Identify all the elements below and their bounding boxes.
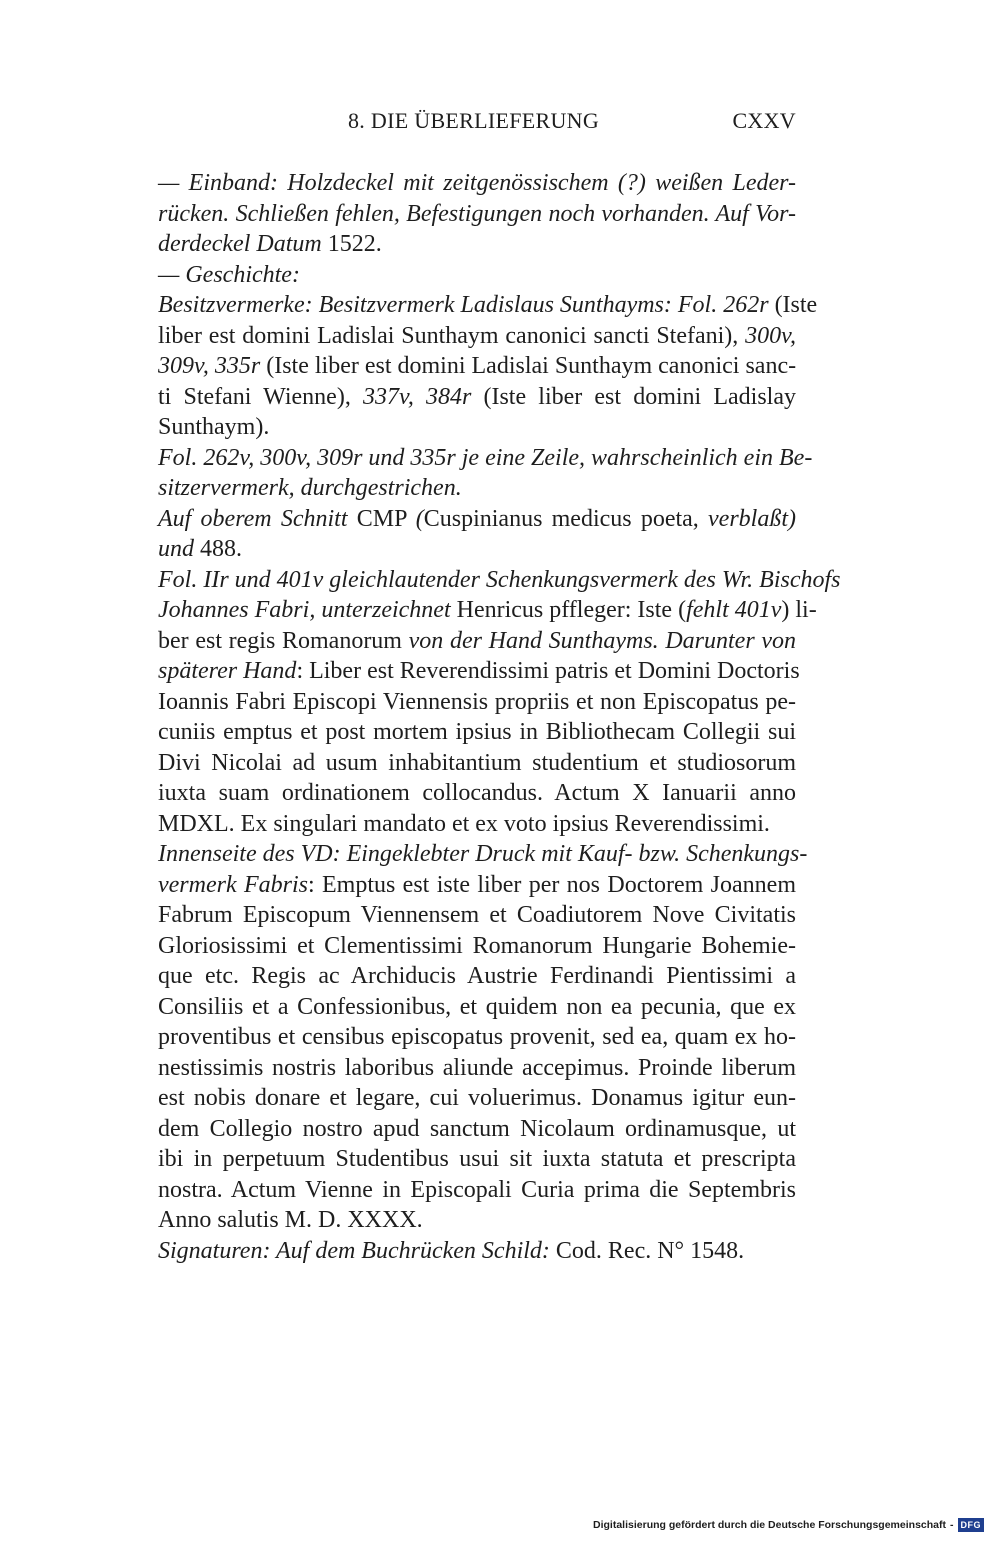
italic-segment: späterer Hand <box>158 658 297 684</box>
italic-segment: Innenseite des VD: Eingeklebter Druck mit Kauf- bzw. Schenkungs- <box>158 841 808 867</box>
text-line <box>158 1144 796 1175</box>
text-line <box>158 931 796 962</box>
italic-segment: rücken. Schließen fehlen, Befestigungen noch vorhanden. Auf Vor- <box>158 200 796 227</box>
text-line <box>158 1114 796 1145</box>
italic-segment: 309v, 335r <box>158 353 267 379</box>
roman-segment: 488. <box>200 536 242 562</box>
paragraph <box>158 290 818 443</box>
text-line <box>158 1175 796 1206</box>
funding-note: Digitalisierung gefördert durch die Deutsche Forschungsgemeinschaft <box>593 1519 946 1531</box>
italic-segment: derdeckel Datum <box>158 231 328 257</box>
italic-segment: sitzervermerk, durchgestrichen. <box>158 475 462 501</box>
text-line <box>158 1236 796 1267</box>
text-line <box>158 168 796 199</box>
roman-segment: : Liber est Reverendissimi patris et Domini Doctoris <box>296 658 800 684</box>
text-line <box>158 809 796 840</box>
roman-segment: liber est domini Ladislai Sunthaym canonici sancti Stefani), <box>158 322 746 349</box>
text-line <box>158 778 796 809</box>
text-line <box>158 839 808 870</box>
italic-segment: Signaturen: Auf dem Buchrücken Schild: <box>158 1237 556 1264</box>
text-line <box>158 1053 796 1084</box>
page-number: CXXV <box>732 108 796 133</box>
chapter-title: 8. DIE ÜBERLIEFERUNG <box>348 108 600 133</box>
text-line <box>158 199 796 230</box>
italic-segment: und <box>158 536 200 562</box>
text-line <box>158 534 796 565</box>
text-line <box>158 290 818 321</box>
roman-segment: cuniis emptus et post mortem ipsius in Bibliothecam Collegii sui <box>158 719 796 745</box>
roman-segment: Henricus pffleger: Iste ( <box>456 597 687 623</box>
text-line <box>158 351 796 382</box>
roman-segment: : Emptus est iste liber per nos Doctorem Joannem <box>307 871 796 898</box>
italic-segment: — Einband: Holzdeckel mit zeitgenössischem (?) weißen Leder- <box>158 170 796 196</box>
paragraph <box>158 168 796 260</box>
roman-segment: Cuspinianus medicus poeta, <box>423 505 709 532</box>
dfg-logo: DFG <box>958 1518 985 1532</box>
text-line <box>158 961 796 992</box>
roman-segment: 1522. <box>327 231 382 257</box>
italic-segment: — Geschichte: <box>158 261 300 288</box>
text-line <box>158 900 796 931</box>
footer-credit <box>593 1516 984 1534</box>
main-text <box>158 168 841 1266</box>
text-line <box>158 504 796 535</box>
paragraph <box>158 1236 796 1267</box>
roman-segment: Gloriosissimi et Clementissimi Romanorum Hungarie Bohemie- <box>158 932 796 959</box>
text-line <box>158 1022 796 1053</box>
roman-segment: Sunthaym). <box>158 414 270 440</box>
roman-segment: Consiliis et a Confessionibus, et quidem non ea pecunia, que ex <box>158 993 796 1020</box>
roman-segment: nostra. Actum Vienne in Episcopali Curia prima die Septembris <box>158 1176 796 1203</box>
roman-segment: ti Stefani Wienne), <box>158 383 363 410</box>
italic-segment: verblaßt) <box>708 505 796 532</box>
text-line <box>158 687 796 718</box>
text-line <box>158 382 796 413</box>
text-line <box>158 717 796 748</box>
italic-segment: Johannes Fabri, unterzeichnet <box>158 597 457 623</box>
text-line <box>158 443 813 474</box>
roman-segment: MDXL. Ex singulari mandato et ex voto ipsius Reverendissimi. <box>158 810 770 837</box>
paragraph <box>158 504 796 565</box>
text-line <box>158 473 796 504</box>
roman-segment: est nobis donare et legare, cui voluerimus. Donamus igitur eun- <box>158 1085 796 1111</box>
roman-segment: ) li- <box>781 597 817 623</box>
text-line <box>158 565 841 596</box>
text-line <box>158 992 796 1023</box>
text-line <box>158 626 796 657</box>
text-line <box>158 1205 796 1236</box>
italic-segment: 337v, 384r <box>362 383 484 410</box>
italic-segment: Besitzvermerke: Besitzvermerk Ladislaus Sunthayms: Fol. 262r <box>158 292 775 318</box>
text-line <box>158 595 817 626</box>
paragraph <box>158 565 841 840</box>
italic-segment: 300v, <box>745 322 796 349</box>
italic-segment: von der Hand Sunthayms. Darunter von <box>408 627 796 654</box>
roman-segment: (Iste liber est domini Ladislay <box>483 383 796 410</box>
italic-segment: Fol. 262v, 300v, 309r und 335r je eine Zeile, wahrscheinlich ein Be- <box>158 444 813 471</box>
roman-segment: Divi Nicolai ad usum inhabitantium studentium et studiosorum <box>158 749 796 776</box>
italic-segment: Fol. IIr und 401v gleichlautender Schenkungsvermerk des Wr. Bischofs <box>158 566 841 593</box>
roman-segment: (Iste liber est domini Ladislai Sunthaym canonici sanc- <box>266 353 797 379</box>
text-line <box>158 870 796 901</box>
text-line <box>158 748 796 779</box>
text-line <box>158 656 800 687</box>
text-line <box>158 1083 796 1114</box>
running-header <box>158 105 796 137</box>
italic-segment: ( <box>415 505 424 532</box>
roman-segment: ibi in perpetuum Studentibus usui sit iuxta statuta et prescripta <box>158 1146 796 1172</box>
footer-separator: - <box>950 1519 954 1531</box>
roman-segment: Ioannis Fabri Episcopi Viennensis propriis et non Episcopatus pe- <box>158 688 796 715</box>
roman-segment: proventibus et censibus episcopatus provenit, sed ea, quam ex ho- <box>158 1024 796 1050</box>
text-line <box>158 412 796 443</box>
paragraph <box>158 260 796 291</box>
roman-segment: Fabrum Episcopum Viennensem et Coadiutorem Nove Civitatis <box>158 902 796 928</box>
paragraph <box>158 443 813 504</box>
paragraph <box>158 839 808 1236</box>
text-line <box>158 321 796 352</box>
italic-segment: Auf oberem Schnitt <box>158 505 357 532</box>
roman-segment: dem Collegio nostro apud sanctum Nicolaum ordinamusque, ut <box>158 1115 796 1142</box>
roman-segment: iuxta suam ordinationem collocandus. Actum X Ianuarii anno <box>158 780 796 806</box>
roman-segment: que etc. Regis ac Archiducis Austrie Ferdinandi Pientissimi a <box>158 963 796 989</box>
roman-segment: Cod. Rec. N° 1548. <box>555 1237 745 1264</box>
text-line <box>158 229 796 260</box>
roman-segment: ber est regis Romanorum <box>158 627 409 654</box>
roman-segment: Anno salutis M. D. XXXX. <box>158 1207 423 1233</box>
text-line <box>158 260 796 291</box>
italic-segment: vermerk Fabris <box>158 871 308 898</box>
roman-segment: nestissimis nostris laboribus aliunde accepimus. Proinde liberum <box>158 1054 796 1081</box>
roman-segment: CMP <box>356 505 416 532</box>
italic-segment: fehlt 401v <box>686 597 782 623</box>
roman-segment: (Iste <box>774 292 818 318</box>
